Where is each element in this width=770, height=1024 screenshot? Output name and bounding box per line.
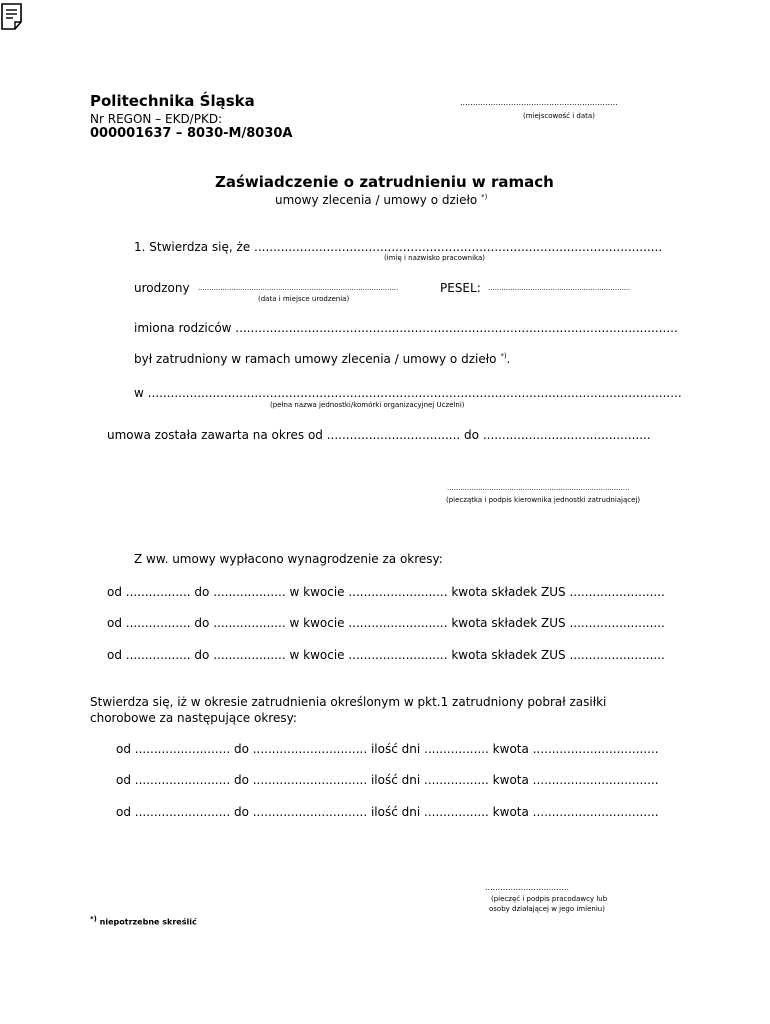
regon-label: Nr REGON – EKD/PKD: <box>90 112 223 126</box>
payments-intro: Z ww. umowy wypłacono wynagrodzenie za okresy: <box>134 552 443 566</box>
unit-line[interactable]: w ............................................................................................................................................ <box>134 386 682 400</box>
sickness-row[interactable]: od ......................... do .............................. ilość dni ................. kwota ................................. <box>116 805 659 819</box>
document-title: Zaświadczenie o zatrudnieniu w ramach <box>215 173 554 191</box>
stamp-signature-field[interactable]: .................................................................................. <box>447 484 630 492</box>
payment-row[interactable]: od ................. do ................... w kwocie .......................... kwota składek ZUS ......................... <box>107 585 665 599</box>
sickness-row[interactable]: od ......................... do .............................. ilość dni ................. kwota ................................. <box>116 742 659 756</box>
footnote <box>90 915 197 927</box>
born-caption: (data i miejsce urodzenia) <box>258 295 350 303</box>
payment-row[interactable]: od ................. do ................... w kwocie .......................... kwota składek ZUS ......................... <box>107 648 665 662</box>
payment-row[interactable]: od ................. do ................... w kwocie .......................... kwota składek ZUS ......................... <box>107 616 665 630</box>
pesel-label: PESEL: <box>440 281 481 295</box>
footnote-marker: *) <box>481 193 488 201</box>
employer-signature-field[interactable]: ................................. <box>485 883 569 892</box>
stamp-signature-caption: (pieczątka i podpis kierownika jednostki zatrudniającej) <box>446 496 641 504</box>
footnote-marker: *) <box>90 915 97 923</box>
name-caption: (imię i nazwisko pracownika) <box>384 254 485 262</box>
employer-caption-line1: (pieczęć i podpis pracodawcy lub <box>491 895 608 903</box>
employed-line <box>134 352 510 366</box>
born-label: urodzony <box>134 281 190 295</box>
employed-period: . <box>506 352 511 366</box>
pesel-field[interactable]: ................................................................ <box>488 284 631 292</box>
statement-name-line[interactable]: 1. Stwierdza się, że ........................................................................................................... <box>134 240 663 254</box>
employer-caption-line2: osoby działającej w jego imieniu) <box>489 905 605 913</box>
parents-line[interactable]: imiona rodziców .................................................................................................................... <box>134 321 678 335</box>
org-name: Politechnika Śląska <box>90 92 255 110</box>
footnote-marker: *) <box>500 352 507 360</box>
subtitle-text: umowy zlecenia / umowy o dzieło <box>275 193 478 207</box>
document-subtitle <box>275 193 487 207</box>
sickness-statement-line1: Stwierdza się, iż w okresie zatrudnienia określonym w pkt.1 zatrudniony pobrał zasiłki <box>90 695 607 709</box>
place-date-caption: (miejscowość i data) <box>523 112 595 120</box>
contract-period-line[interactable]: umowa została zawarta na okres od ................................... do ............................................ <box>107 428 651 442</box>
regon-value: 000001637 – 8030-M/8030A <box>90 126 293 141</box>
employed-text: był zatrudniony w ramach umowy zlecenia / umowy o dzieło <box>134 352 497 366</box>
footnote-text: niepotrzebne skreślić <box>99 917 197 927</box>
unit-caption: (pełna nazwa jednostki/komórki organizacyjnej Uczelni) <box>270 401 465 409</box>
sickness-statement-line2: chorobowe za następujące okresy: <box>90 711 297 725</box>
document-icon <box>0 2 24 32</box>
sickness-row[interactable]: od ......................... do .............................. ilość dni ................. kwota ................................. <box>116 773 659 787</box>
born-field[interactable]: .......................................................................................... <box>198 284 399 292</box>
place-date-field[interactable]: .............................................................. <box>460 98 618 107</box>
